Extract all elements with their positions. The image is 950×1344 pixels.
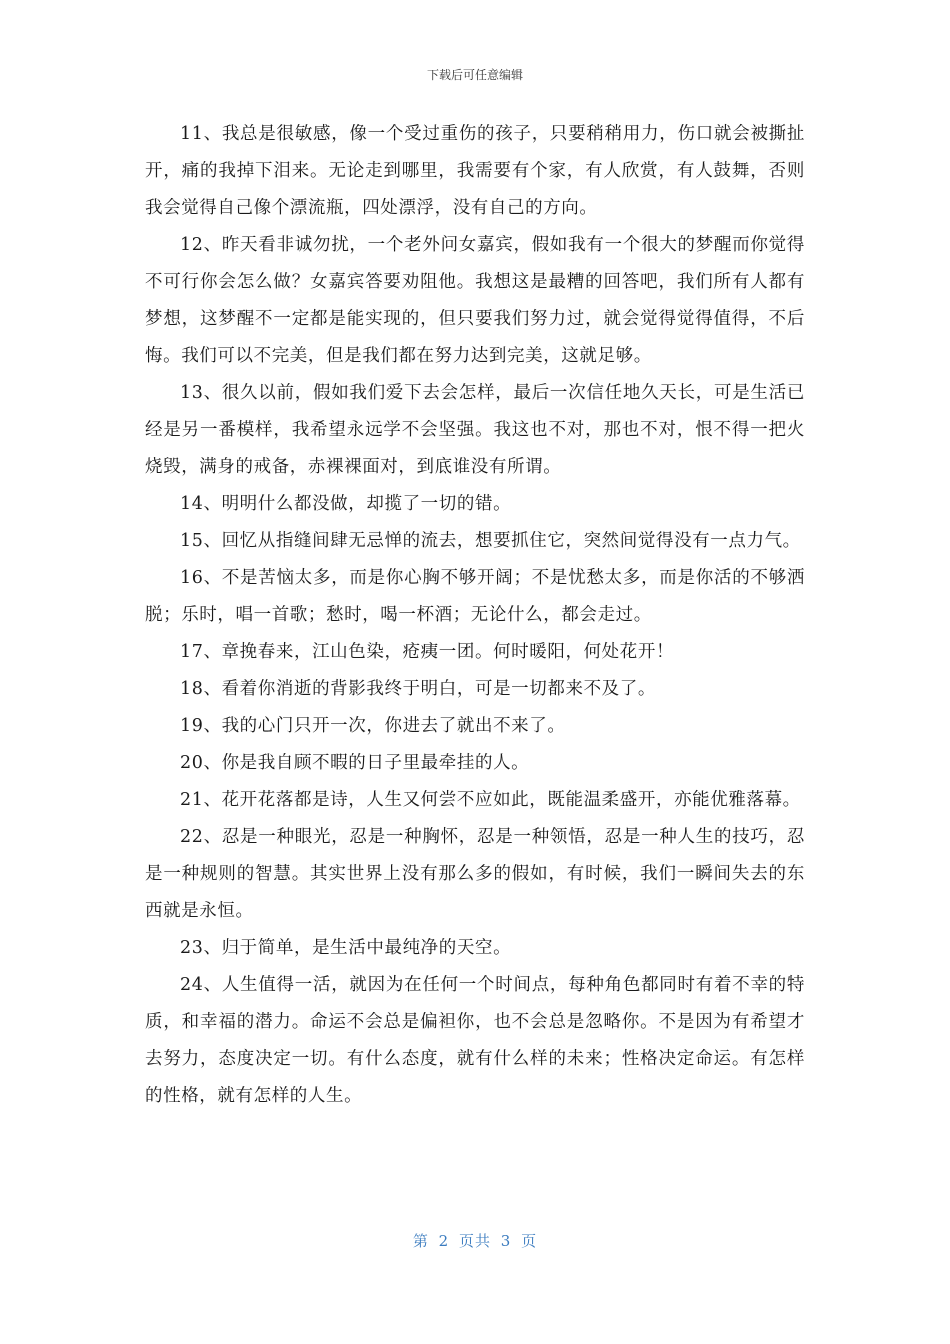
paragraph-22: 22、忍是一种眼光，忍是一种胸怀，忍是一种领悟，忍是一种人生的技巧，忍是一种规则的智慧。其实世界上没有那么多的假如，有时候，我们一瞬间失去的东西就是永恒。	[145, 827, 805, 921]
footer-prefix: 第	[412, 1232, 429, 1250]
paragraph-15: 15、回忆从指缝间肆无忌惮的流去，想要抓住它，突然间觉得没有一点力气。	[180, 531, 801, 551]
paragraph-16: 16、不是苦恼太多，而是你心胸不够开阔；不是忧愁太多，而是你活的不够洒脱；乐时，唱一首歌；愁时，喝一杯酒；无论什么，都会走过。	[145, 568, 805, 625]
footer-middle: 页共	[458, 1232, 491, 1250]
paragraph-13: 13、很久以前，假如我们爱下去会怎样，最后一次信任地久天长，可是生活已经是另一番模样，我希望永远学不会坚强。我这也不对，那也不对，恨不得一把火烧毁，满身的戒备，赤裸裸面对，到底谁没有所谓。	[145, 383, 805, 477]
current-page-number: 2	[438, 1232, 450, 1250]
paragraph-23: 23、归于简单，是生活中最纯净的天空。	[180, 938, 512, 958]
paragraph-11: 11、我总是很敏感，像一个受过重伤的孩子，只要稍稍用力，伤口就会被撕扯开，痛的我掉下泪来。无论走到哪里，我需要有个家，有人欣赏，有人鼓舞，否则我会觉得自己像个漂流瓶，四处漂浮，没有自己的方向。	[145, 124, 805, 218]
paragraph-19: 19、我的心门只开一次，你进去了就出不来了。	[180, 716, 566, 736]
page-footer	[0, 1230, 950, 1251]
paragraph-21: 21、花开花落都是诗，人生又何尝不应如此，既能温柔盛开，亦能优雅落幕。	[180, 790, 801, 810]
paragraph-17: 17、章挽春来，江山色染，疮痍一团。何时暖阳，何处花开！	[180, 642, 675, 662]
paragraph-24: 24、人生值得一活，就因为在任何一个时间点，每种角色都同时有着不幸的特质，和幸福的潜力。命运不会总是偏袒你，也不会总是忽略你。不是因为有希望才去努力，态度决定一切。有什么态度，就有什么样的未来；性格决定命运。有怎样的性格，就有怎样的人生。	[145, 975, 805, 1106]
document-body	[145, 116, 805, 1115]
page-header: 下载后可任意编辑	[426, 68, 523, 82]
paragraph-18: 18、看着你消逝的背影我终于明白，可是一切都来不及了。	[180, 679, 656, 699]
paragraph-12: 12、昨天看非诚勿扰，一个老外问女嘉宾，假如我有一个很大的梦醒而你觉得不可行你会怎么做？女嘉宾答要劝阻他。我想这是最糟的回答吧，我们所有人都有梦想，这梦醒不一定都是能实现的，但只要我们努力过，就会觉得觉得值得，不后悔。我们可以不完美，但是我们都在努力达到完美，这就足够。	[145, 235, 805, 366]
total-page-count: 3	[500, 1232, 512, 1250]
paragraph-20: 20、你是我自顾不暇的日子里最牵挂的人。	[180, 753, 530, 773]
paragraph-14: 14、明明什么都没做，却揽了一切的错。	[180, 494, 512, 514]
footer-suffix: 页	[521, 1232, 538, 1250]
